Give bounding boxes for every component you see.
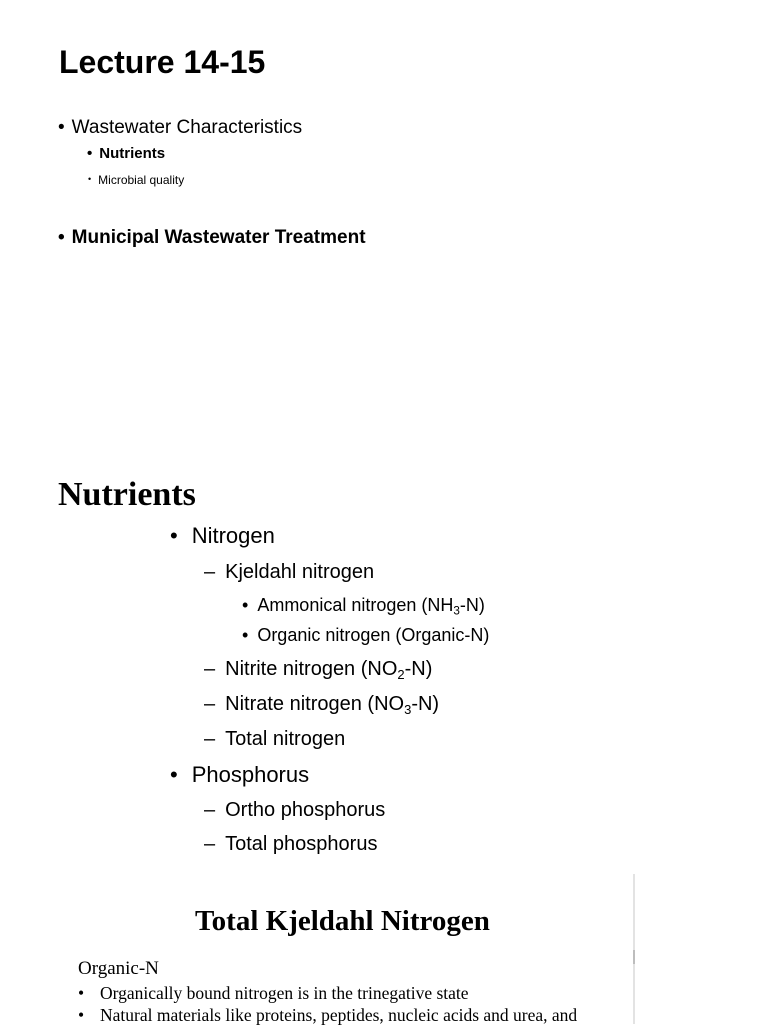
- bullet-nutrients: [87, 145, 165, 162]
- dash-marker: –: [204, 833, 216, 855]
- item-text: Total nitrogen: [225, 728, 346, 750]
- dash-marker: –: [204, 799, 216, 821]
- dash-marker: –: [204, 728, 216, 750]
- nutrients-title: Nutrients: [58, 476, 196, 513]
- item-text: Nitrate nitrogen (NO: [225, 693, 405, 715]
- item-text: -N): [411, 693, 440, 715]
- slide-edge: [633, 874, 635, 1024]
- tkn-bullet-natural-materials: [78, 1005, 577, 1026]
- item-text: -N): [459, 595, 485, 615]
- dash-marker: –: [204, 693, 216, 715]
- item-text: -N): [404, 658, 433, 680]
- bullet-text: Municipal Wastewater Treatment: [71, 227, 366, 248]
- dash-marker: –: [204, 561, 216, 583]
- bullet-microbial-quality: [88, 173, 184, 187]
- subscript: 3: [453, 604, 460, 618]
- item-organic-nitrogen: [242, 625, 489, 646]
- bullet-marker: •: [242, 625, 249, 645]
- bullet-text: Wastewater Characteristics: [71, 117, 303, 138]
- item-total-nitrogen: [204, 728, 345, 751]
- item-text: Kjeldahl nitrogen: [225, 561, 375, 583]
- item-text: Organic nitrogen (Organic-N): [257, 625, 490, 645]
- item-text: Total phosphorus: [225, 833, 378, 855]
- bullet-marker: •: [242, 595, 249, 615]
- item-nitrite-nitrogen: [204, 658, 432, 681]
- subscript: 2: [397, 666, 405, 682]
- bullet-marker: •: [58, 227, 65, 248]
- dash-marker: –: [204, 658, 216, 680]
- bullet-wastewater-characteristics: [58, 117, 302, 139]
- tkn-title: Total Kjeldahl Nitrogen: [195, 905, 490, 937]
- bullet-marker: •: [87, 145, 93, 162]
- item-text: Ortho phosphorus: [225, 799, 386, 821]
- item-nitrogen: [170, 523, 275, 549]
- bullet-marker: •: [58, 117, 65, 138]
- bullet-marker: •: [88, 174, 92, 184]
- bullet-marker: •: [170, 523, 178, 548]
- item-nitrate-nitrogen: [204, 693, 439, 716]
- subscript: 3: [404, 701, 412, 717]
- item-text: Ammonical nitrogen (NH: [257, 595, 454, 615]
- bullet-marker: •: [78, 1005, 85, 1025]
- item-phosphorus: [170, 762, 309, 788]
- item-text: Phosphorus: [191, 762, 310, 787]
- slide-edge-mark: [633, 950, 635, 964]
- bullet-text: Organically bound nitrogen is in the trinegative state: [100, 983, 469, 1003]
- item-total-phosphorus: [204, 833, 377, 856]
- bullet-text: Microbial quality: [98, 173, 185, 187]
- item-text: Nitrogen: [191, 523, 275, 548]
- tkn-bullet-trinegative: [78, 983, 469, 1004]
- bullet-marker: •: [78, 983, 85, 1003]
- item-ortho-phosphorus: [204, 799, 385, 822]
- bullet-text: Nutrients: [99, 145, 166, 162]
- bullet-text: Natural materials like proteins, peptides, nucleic acids and urea, and: [100, 1005, 578, 1025]
- bullet-marker: •: [170, 762, 178, 787]
- item-text: Nitrite nitrogen (NO: [225, 658, 398, 680]
- lecture-title: Lecture 14-15: [59, 44, 266, 80]
- item-ammonical-nitrogen: [242, 595, 485, 616]
- tkn-subtitle: Organic-N: [78, 958, 159, 979]
- item-kjeldahl-nitrogen: [204, 561, 374, 584]
- bullet-municipal-treatment: [58, 227, 366, 249]
